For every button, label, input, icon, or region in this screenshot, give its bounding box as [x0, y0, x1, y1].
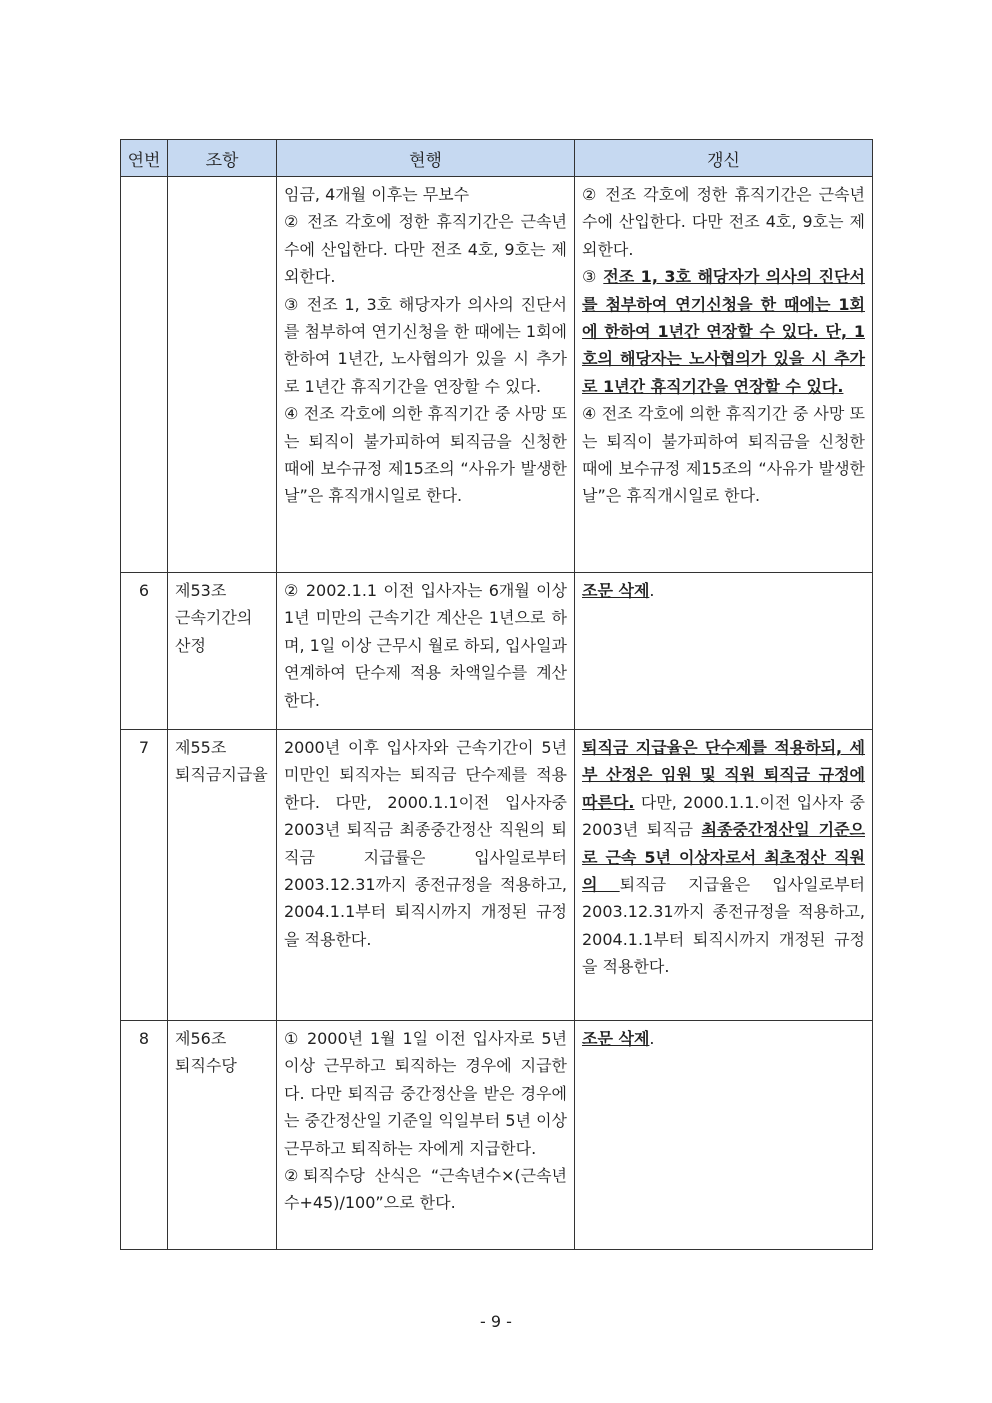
- article-line: 퇴직금지급율: [175, 765, 268, 785]
- paragraph: [284, 400, 567, 510]
- emphasized-text: 조문 삭제: [582, 581, 650, 600]
- article-line: 제55조: [175, 738, 227, 757]
- paragraph: [284, 291, 567, 401]
- paragraph: [284, 734, 567, 953]
- paragraph: [284, 1162, 567, 1217]
- article-cell: [168, 573, 277, 730]
- revision-table: [120, 139, 873, 1250]
- paragraph: [582, 734, 865, 981]
- table-row: [121, 1021, 873, 1250]
- paragraph: [582, 400, 865, 510]
- current-text-cell: [277, 1021, 575, 1250]
- text-run: ② 전조 각호에 정한 휴직기간은 근속년수에 산입한다. 다만 전조 4호, 9호는 제외한다.: [284, 212, 567, 287]
- article-cell: [168, 1021, 277, 1250]
- emphasized-text: 최종중간정산일 기준으로 근속 5년 이상자로서 최초정산 직원의: [582, 820, 865, 895]
- header-revised: 갱신: [575, 140, 873, 177]
- text-run: ④ 전조 각호에 의한 휴직기간 중 사망 또는 퇴직이 불가피하여 퇴직금을 신청한 때에 보수규정 제15조의 “사유가 발생한 날”은 휴직개시일로 한다.: [582, 404, 865, 506]
- header-no: 연번: [121, 140, 168, 177]
- text-run: ③ 전조 1, 3호 해당자가 의사의 진단서를 첨부하여 연기신청을 한 때에는 1회에 한하여 1년간, 노사협의가 있을 시 추가로 1년간 휴직기간을 연장할 수 있다.: [284, 294, 567, 396]
- article-cell: [168, 730, 277, 1021]
- table-row: [121, 573, 873, 730]
- current-text-cell: [277, 573, 575, 730]
- row-number: 8: [121, 1021, 168, 1250]
- text-run: .: [649, 581, 655, 600]
- article-cell: [168, 177, 277, 573]
- text-run: .: [649, 1029, 655, 1048]
- revised-text-cell: [575, 730, 873, 1021]
- emphasized-text: 조문 삭제: [582, 1029, 650, 1048]
- paragraph: [284, 181, 567, 208]
- revised-text-cell: [575, 1021, 873, 1250]
- text-run: 임금, 4개월 이후는 무보수: [284, 185, 470, 204]
- header-article: 조항: [168, 140, 277, 177]
- text-run: ②퇴직수당 산식은 “근속년수×(근속년수+45)/100”으로 한다.: [284, 1166, 567, 1213]
- revised-text-cell: [575, 177, 873, 573]
- article-line: 산정: [175, 635, 206, 655]
- row-number: 7: [121, 730, 168, 1021]
- paragraph: [284, 577, 567, 714]
- emphasized-text: 전조 1, 3호 해당자가 의사의 진단서를 첨부하여 연기신청을 한 때에는 1회에 한하여 1년간 연장할 수 있다. 단, 1호의 해당자는 노사협의가 있을 시 추가로 1년간 휴직기간을 연장할 수 있다.: [582, 267, 866, 396]
- current-text-cell: [277, 177, 575, 573]
- text-run: 다만, 2000.1.1.이전 입사자 중 2003년 퇴직금: [582, 792, 865, 840]
- text-run: 퇴직금 지급율은 입사일로부터 2003.12.31까지 종전규정을 적용하고, 2004.1.1부터 퇴직시까지 개정된 규정을 적용한다.: [582, 875, 865, 977]
- paragraph: [582, 181, 865, 263]
- text-run: ③: [582, 267, 604, 287]
- revised-text-cell: [575, 573, 873, 730]
- text-run: [597, 875, 619, 894]
- emphasized-text: 퇴직금 지급율은 단수제를 적용하되, 세부 산정은 임원 및 직원 퇴직금 규정에 따른다.: [582, 738, 865, 812]
- row-number: [121, 177, 168, 573]
- paragraph: [284, 1025, 567, 1162]
- table-row: [121, 177, 873, 573]
- current-text-cell: [277, 730, 575, 1021]
- page-number: - 9 -: [480, 1312, 512, 1331]
- header-current: 현행: [277, 140, 575, 177]
- text-run: 2000년 이후 입사자와 근속기간이 5년 미만인 퇴직자는 퇴직금 단수제를 적용한다. 다만, 2000.1.1이전 입사자중 2003년 퇴직금 최종중간정산 직원의 퇴직금 지급률은 입사일로부터 2003.12.31까지 종전규정을 적용하고, 2004.1.1부터 퇴직시까지 개정된 규정을 적용한다.: [284, 738, 567, 949]
- table-header-row: [121, 140, 873, 177]
- text-run: ② 전조 각호에 정한 휴직기간은 근속년수에 산입한다. 다만 전조 4호, 9호는 제외한다.: [582, 185, 865, 259]
- paragraph: [582, 1025, 865, 1052]
- article-line: 근속기간의: [175, 608, 253, 628]
- paragraph: [284, 208, 567, 290]
- paragraph: [582, 577, 865, 604]
- article-line: 제56조: [175, 1029, 227, 1048]
- text-run: ② 2002.1.1 이전 입사자는 6개월 이상 1년 미만의 근속기간 계산은 1년으로 하며, 1일 이상 근무시 월로 하되, 입사일과 연계하여 단수제 적용 차액일수를 계산한다.: [284, 581, 567, 710]
- article-line: 제53조: [175, 581, 227, 600]
- text-run: ④ 전조 각호에 의한 휴직기간 중 사망 또는 퇴직이 불가피하여 퇴직금을 신청한 때에 보수규정 제15조의 “사유가 발생한 날”은 휴직개시일로 한다.: [284, 404, 567, 506]
- article-line: 퇴직수당: [175, 1056, 237, 1076]
- table-row: [121, 730, 873, 1021]
- text-run: ① 2000년 1월 1일 이전 입사자로 5년 이상 근무하고 퇴직하는 경우에 지급한다. 다만 퇴직금 중간정산을 받은 경우에는 중간정산일 기준일 익일부터 5년 이상 근무하고 퇴직하는 자에게 지급한다.: [284, 1029, 567, 1158]
- row-number: 6: [121, 573, 168, 730]
- paragraph: [582, 263, 865, 400]
